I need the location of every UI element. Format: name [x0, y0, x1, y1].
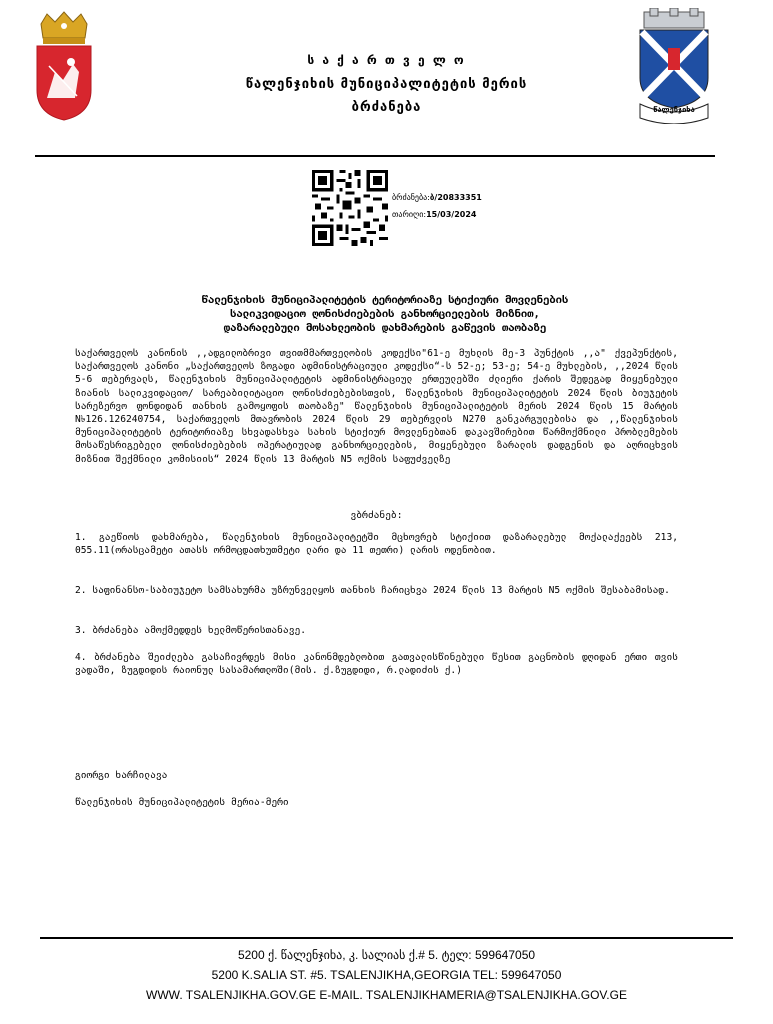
signer-title: წალენჯიხის მუნიციპალიტეტის მერია-მერი: [75, 797, 289, 808]
preamble-paragraph: საქართველოს კანონის ,,ადგილობრივი თვითმმართველობის კოდექსი"61-ე მუხლის მე-3 პუნქტის ,,ა" ქვეპუნქტის, საქართველოს კანონი „საქართველოს ზოგადი ადმინისტრაციული კოდექსი“-ს 52-ე; 53-ე; 54-ე მუხლების, ,,2024 წლის 5-6 თებერვალს, წალენჯიხის მუნიციპალიტეტის ადმინისტრაციულ ერთეულებში ძლიერი ქარის შედეგად მიყენებული ზიანის სალიკვიდაციო/ სარეაბილიტაციო ღონისძიებებისთვის, წალენჯიხის მუნიციპალიტეტის 2024 წლის ბიუჯეტის სარეზერვო ფონდიდან თანხის გამოყოფის თაობაზე" წალენჯიხის მუნიციპალიტეტის მერის 2024 წლის 15 მარტის N৳126.126240754, საქართველოს მთავრობის 2024 წლის 29 თებერვლის N270 განკარგულებისა და ,,წალენჯიხის მუნიციპალიტეტის ტერიტორიაზე სხვადასხვა სახის სტიქიურ მოვლენებთან დაკავშირებით წარმოქმნილი პრობლემების მოსაწესრიგებელი ღონისძიებების ოპერატიულად განხორციელების, მიყენებული ზარალის დადგენის და აღრიცხვის მიზნით შექმნილი კომისიის“ 2024 წლის 13 მარტის N5 ოქმის საფუძველზე: [75, 348, 678, 465]
order-date-label: თარიღი:: [392, 210, 427, 219]
header-office: წალენჯიხის მუნიციპალიტეტის მერის: [245, 77, 528, 92]
footer-contacts: WWW. TSALENJIKHA.GOV.GE E-MAIL. TSALENJIKHAMERIA@TSALENJIKHA.GOV.GE: [146, 988, 627, 1002]
order-item: 2. საფინანსო-საბიუჯეტო სამსახურმა უზრუნველყოს თანხის ჩარიცხვა 2024 წლის 13 მარტის N5 ოქმის შესაბამისად.: [75, 585, 670, 596]
document-title: [80, 293, 690, 335]
header-country: ს ა ქ ა რ თ ვ ე ლ ო: [307, 53, 466, 67]
order-number-value: ბ/20833351: [429, 193, 482, 202]
footer-address-en: 5200 K.SALIA ST. #5. TSALENJIKHA,GEORGIA TEL: 599647050: [211, 968, 562, 982]
header-doc-type: ბრძანება: [351, 100, 422, 115]
document-title-line: წალენჯიხის მუნიციპალიტეტის ტერიტორიაზე სტიქიური მოვლენების: [201, 294, 569, 306]
footer-divider: [40, 937, 733, 939]
qr-code-icon: [312, 170, 388, 246]
header-divider: [35, 155, 715, 157]
document-title-line: დაზარალებული მოსახლეობის დახმარების გაწევის თაობაზე: [223, 322, 547, 334]
signer-name: გიორგი ხარჩილავა: [75, 770, 168, 781]
order-item: 1. გაეწიოს დახმარება, წალენჯიხის მუნიციპალიტეტში მცხოვრებ სტიქიით დაზარალებულ მოქალაქეებს 213, 055.11(ორასცამეტი ათასს ორმოცდათხუთმეტი ლარი და 11 თეთრი) ლარის ოდენობით.: [75, 532, 678, 557]
order-number: [392, 193, 482, 202]
document-title-line: სალიკვიდაციო ღონისძიებების განხორციელების მიზნით,: [230, 308, 540, 320]
footer-address-ka: 5200 ქ. წალენჯიხა, კ. სალიას ქ.# 5. ტელ: 599647050: [237, 948, 536, 962]
order-heading: ვბრძანებ:: [350, 510, 403, 521]
order-item: 4. ბრძანება შეიძლება გასაჩივრდეს მისი კანონმდებლობით გათვალისწინებული წესით გაცნობის დღიდან ერთი თვის ვადაში, ზუგდიდის რაიონულ სასამართლოში(მის. ქ.ზუგდიდი, რ.ლადიძის ქ.): [75, 652, 678, 677]
order-item: 3. ბრძანება ამოქმედდეს ხელმოწერისთანავე.: [75, 625, 307, 636]
emblem-caption: წალენჯიხა: [653, 105, 695, 114]
order-number-label: ბრძანება:: [392, 193, 430, 202]
order-date-value: 15/03/2024: [426, 210, 477, 219]
order-date: [392, 210, 476, 219]
